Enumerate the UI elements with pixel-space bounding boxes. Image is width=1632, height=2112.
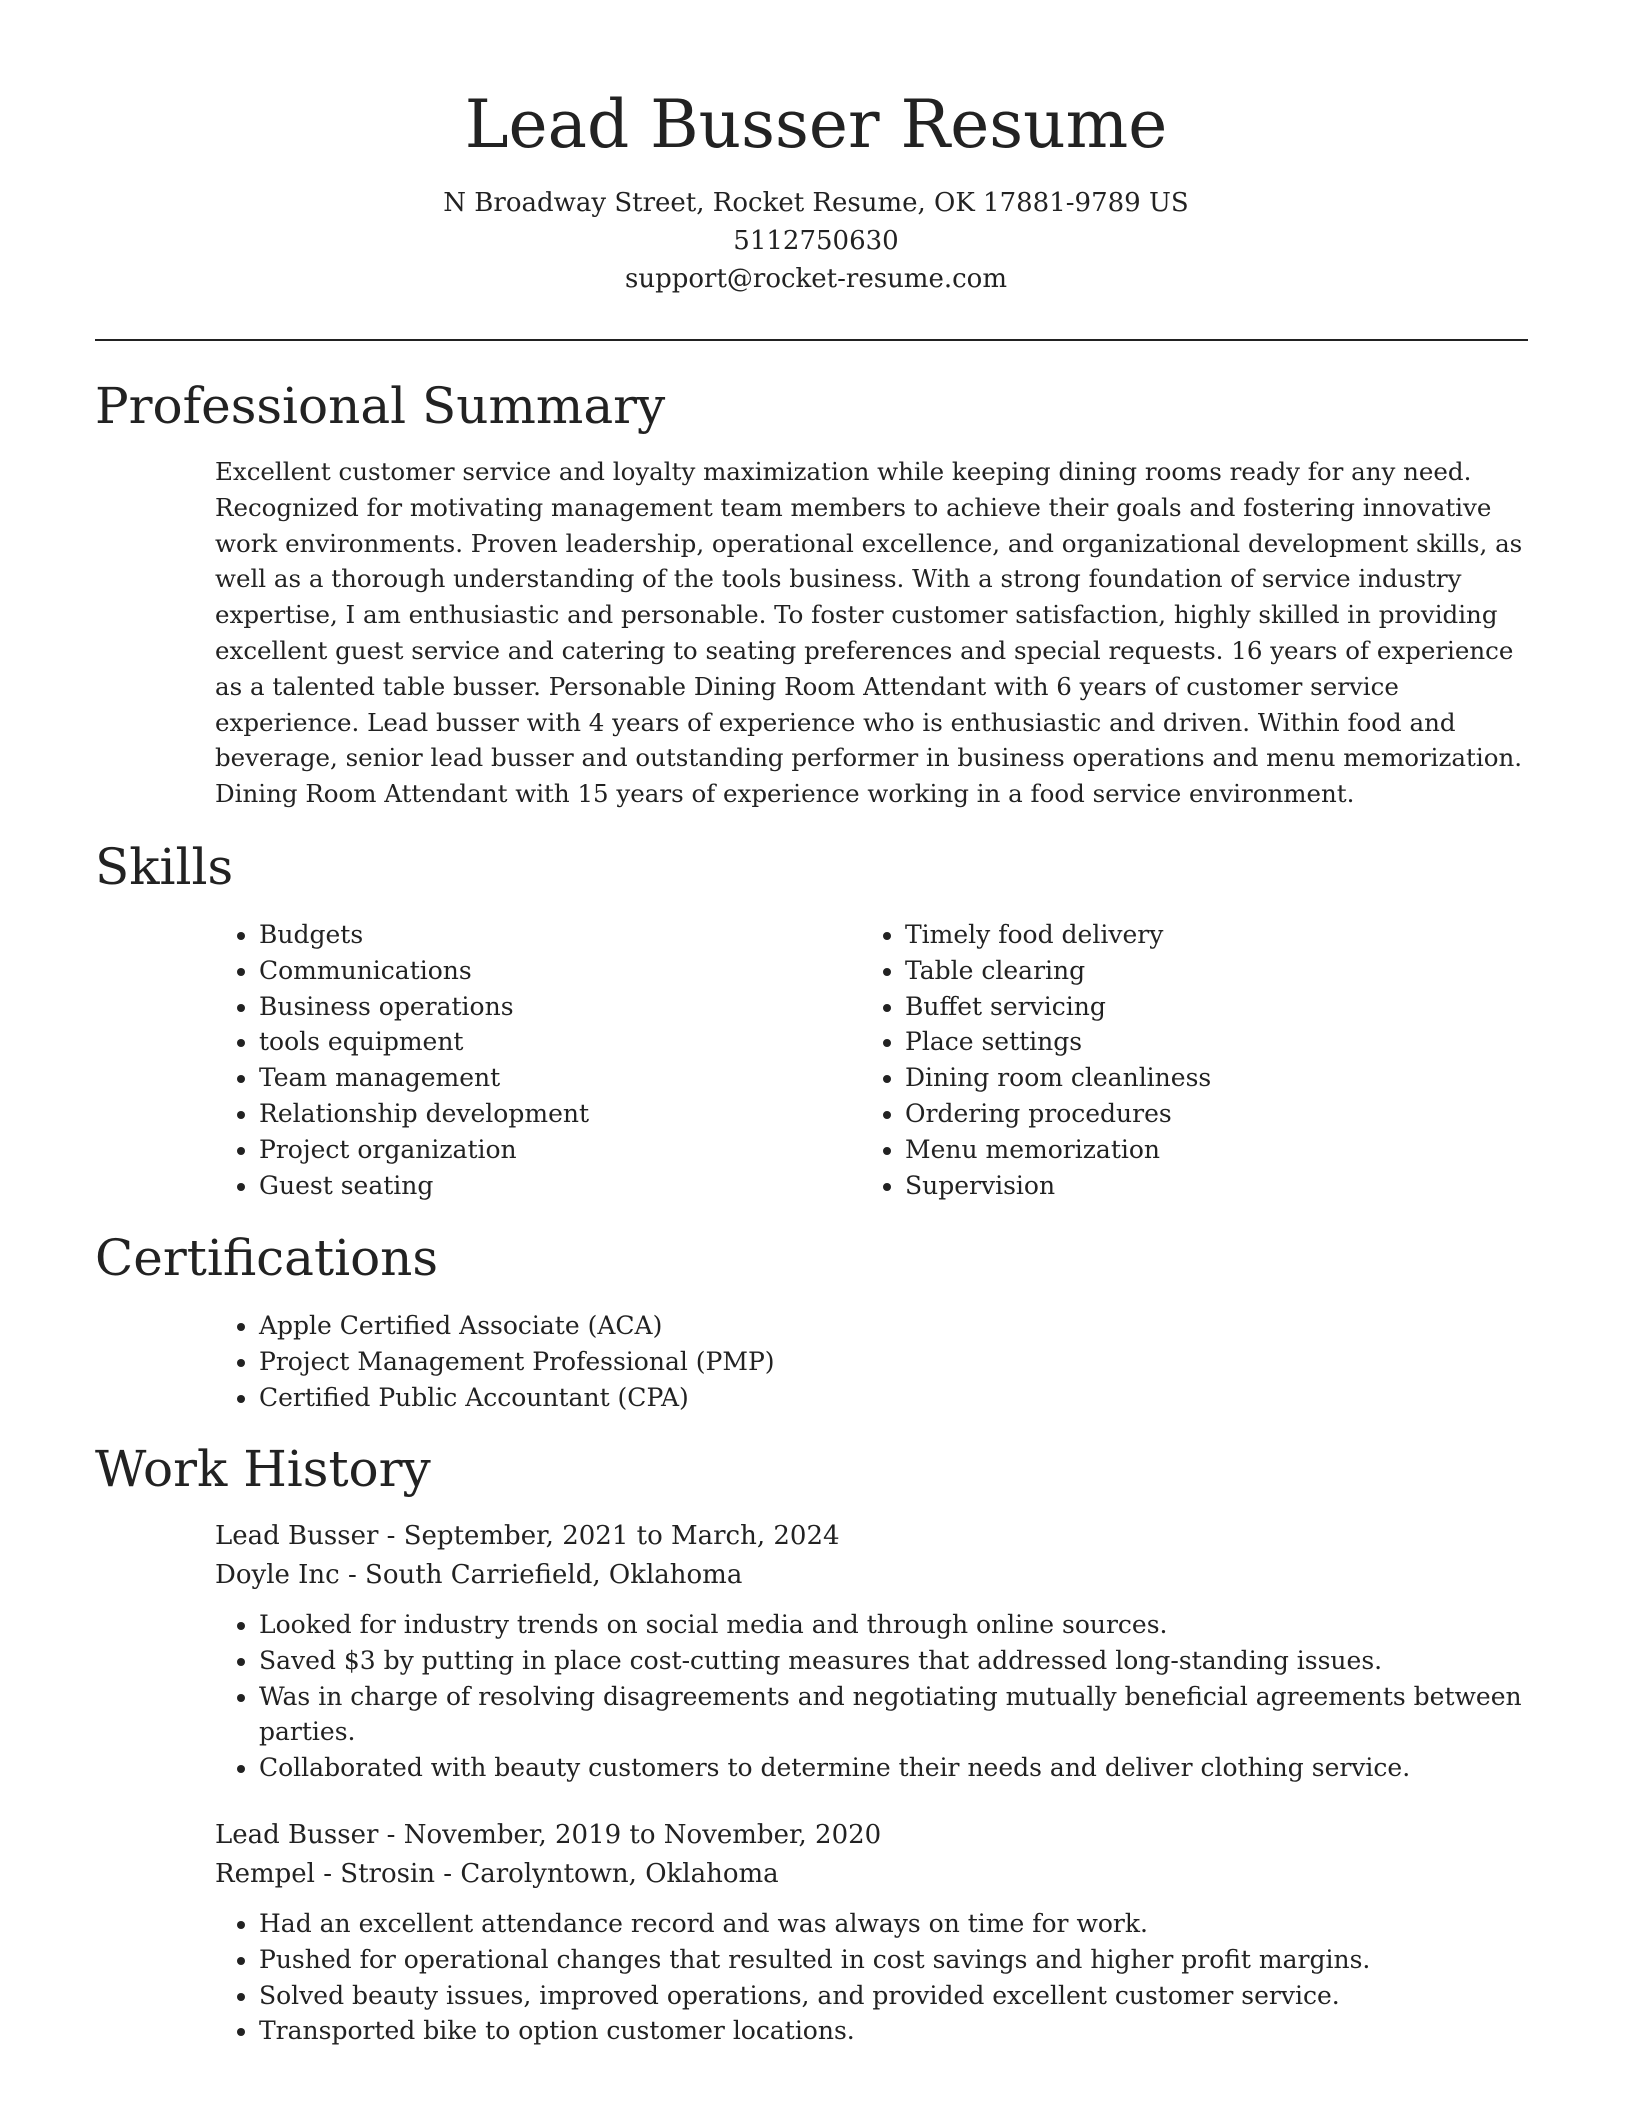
certification-item: • Apple Certified Associate (ACA) [259, 1308, 1528, 1344]
skill-item: • Timely food delivery [905, 917, 1441, 953]
job-bullets [215, 1906, 1528, 2049]
contact-phone: 5112750630 [733, 226, 899, 256]
header-divider [95, 339, 1528, 341]
skills-column-left [95, 917, 741, 1203]
certification-item: • Certified Public Accountant (CPA) [259, 1380, 1528, 1416]
skills-section [95, 835, 1528, 1203]
skill-item: • Project organization [259, 1132, 741, 1168]
summary-section [95, 374, 1528, 812]
skill-item: • Buffet servicing [905, 989, 1441, 1025]
skills-column-right [741, 917, 1441, 1203]
job-bullet-list [215, 1906, 1528, 2049]
certification-item: • Project Management Professional (PMP) [259, 1344, 1528, 1380]
resume-header [0, 0, 1632, 298]
skill-item: • Team management [259, 1060, 741, 1096]
skills-columns [95, 917, 1528, 1203]
job-bullet: • Saved $3 by putting in place cost-cutting measures that addressed long-standing issues. [259, 1643, 1528, 1679]
job-bullet: • Looked for industry trends on social media and through online sources. [259, 1607, 1528, 1643]
job-entry [215, 1517, 1528, 1786]
contact-info [0, 184, 1632, 298]
skill-item: • Budgets [259, 917, 741, 953]
job-bullet-list [215, 1607, 1528, 1786]
job-bullet: • Solved beauty issues, improved operations, and provided excellent customer service. [259, 1978, 1528, 2014]
skill-item: • Supervision [905, 1168, 1441, 1204]
skill-item: • Guest seating [259, 1168, 741, 1204]
certifications-list [95, 1308, 1528, 1415]
job-title-line: Lead Busser - November, 2019 to November, 2020 [215, 1819, 882, 1850]
summary-text: Excellent customer service and loyalty maximization while keeping dining rooms ready for any need. Recognized for motivating management team members to achieve their goals and fostering innovative work environments. Proven leadership, operational excellence, and organizational development skills, as well as a thorough understanding of the tools business. With a strong foundation of service industry expertise, I am enthusiastic and personable. To foster customer satisfaction, highly skilled in providing excellent guest service and catering to seating preferences and special requests. 16 years of experience as a talented table busser. Personable Dining Room Attendant with 6 years of customer service experience. Lead busser with 4 years of experience who is enthusiastic and driven. Within food and beverage, senior lead busser and outstanding performer in business operations and menu memorization. Dining Room Attendant with 15 years of experience working in a food service environment. [215, 457, 1523, 809]
contact-email: support@rocket-resume.com [624, 264, 1007, 294]
skills-list-left [95, 917, 741, 1203]
certifications-section [95, 1226, 1528, 1415]
work-history-section [95, 1437, 1528, 2049]
skill-item: • Relationship development [259, 1096, 741, 1132]
contact-address: N Broadway Street, Rocket Resume, OK 17881-9789 US [443, 188, 1189, 218]
skill-item: • Table clearing [905, 953, 1441, 989]
skill-item: • Communications [259, 953, 741, 989]
job-bullets [215, 1607, 1528, 1786]
job-bullet: • Pushed for operational changes that resulted in cost savings and higher profit margins. [259, 1942, 1528, 1978]
job-title-line: Lead Busser - September, 2021 to March, 2024 [215, 1521, 840, 1551]
skill-item: • Dining room cleanliness [905, 1060, 1441, 1096]
skill-item: • Ordering procedures [905, 1096, 1441, 1132]
summary-heading: Professional Summary [95, 377, 666, 435]
skill-item: • Business operations [259, 989, 741, 1025]
skills-list-right [741, 917, 1441, 1203]
job-bullet: • Collaborated with beauty customers to determine their needs and deliver clothing service. [259, 1750, 1528, 1786]
job-company-line: Rempel - Strosin - Carolyntown, Oklahoma [215, 1858, 779, 1889]
job-entry [215, 1816, 1528, 2049]
certifications-heading: Certifications [95, 1229, 439, 1287]
work-history-heading: Work History [95, 1440, 431, 1498]
job-bullet: • Was in charge of resolving disagreements and negotiating mutually beneficial agreements between parties. [259, 1679, 1528, 1751]
skills-heading: Skills [95, 838, 234, 896]
skill-item: • Menu memorization [905, 1132, 1441, 1168]
job-bullet: • Transported bike to option customer locations. [259, 2013, 1528, 2049]
job-bullet: • Had an excellent attendance record and was always on time for work. [259, 1906, 1528, 1942]
skill-item: • Place settings [905, 1024, 1441, 1060]
skill-item: • tools equipment [259, 1024, 741, 1060]
job-company-line: Doyle Inc - South Carriefield, Oklahoma [215, 1560, 743, 1590]
resume-title: Lead Busser Resume [464, 86, 1168, 163]
